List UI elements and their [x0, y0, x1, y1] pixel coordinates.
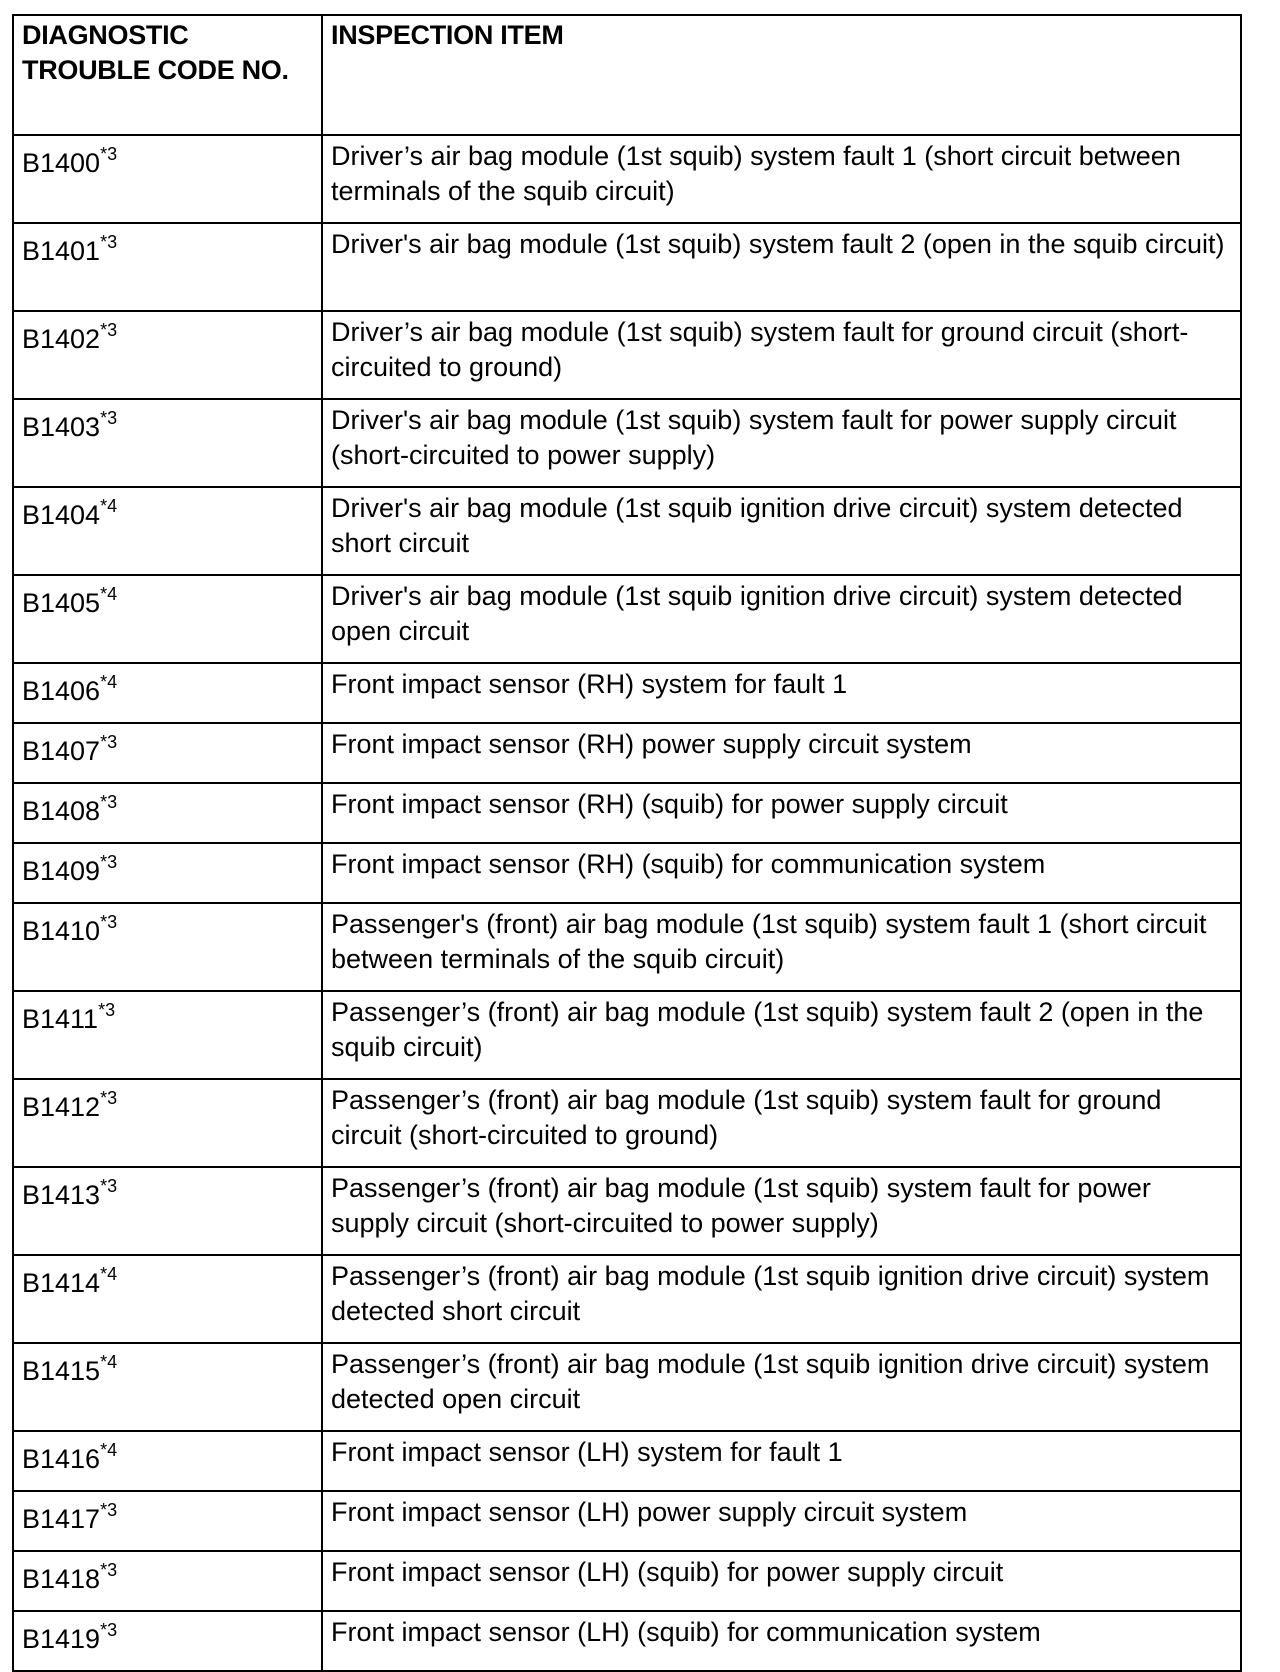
inspection-item-cell: Front impact sensor (RH) (squib) for communication system: [322, 843, 1241, 903]
header-code: DIAGNOSTIC TROUBLE CODE NO.: [13, 15, 322, 135]
dtc-code: B1403: [22, 412, 101, 442]
inspection-item-cell: Passenger’s (front) air bag module (1st squib ignition drive circuit) system detected open circuit: [322, 1343, 1241, 1431]
table-row: [13, 1079, 1241, 1167]
dtc-code: B1400: [22, 148, 101, 178]
dtc-code-cell: [13, 1167, 322, 1255]
dtc-footnote-ref: *3: [100, 1500, 118, 1520]
dtc-footnote-ref: *4: [100, 1264, 118, 1284]
dtc-code: B1413: [22, 1180, 101, 1210]
dtc-code: B1415: [22, 1356, 101, 1386]
dtc-footnote-ref: *3: [100, 792, 118, 812]
table-row: [13, 1343, 1241, 1431]
inspection-item-cell: Driver’s air bag module (1st squib) system fault for ground circuit (short-circuited to ground): [322, 311, 1241, 399]
table-row: [13, 1167, 1241, 1255]
inspection-item-cell: Front impact sensor (RH) system for fault 1: [322, 663, 1241, 723]
table-row: [13, 843, 1241, 903]
table-row: [13, 1491, 1241, 1551]
dtc-footnote-ref: *3: [98, 1000, 116, 1020]
dtc-code: B1406: [22, 676, 101, 706]
dtc-code-cell: [13, 1611, 322, 1671]
table-row: [13, 1551, 1241, 1611]
table-row: [13, 903, 1241, 991]
table-row: [13, 783, 1241, 843]
dtc-code-cell: [13, 1551, 322, 1611]
dtc-code: B1417: [22, 1504, 101, 1534]
table-row: [13, 663, 1241, 723]
dtc-code-cell: [13, 1343, 322, 1431]
dtc-code: B1410: [22, 916, 101, 946]
dtc-footnote-ref: *3: [100, 732, 118, 752]
inspection-item-cell: Driver’s air bag module (1st squib) system fault 1 (short circuit between terminals of the squib circuit): [322, 135, 1241, 223]
dtc-code-cell: [13, 575, 322, 663]
dtc-code: B1405: [22, 588, 101, 618]
dtc-table: [12, 14, 1242, 1672]
table-row: [13, 991, 1241, 1079]
inspection-item-cell: Passenger’s (front) air bag module (1st squib) system fault for ground circuit (short-circuited to ground): [322, 1079, 1241, 1167]
inspection-item-cell: Passenger’s (front) air bag module (1st squib ignition drive circuit) system detected short circuit: [322, 1255, 1241, 1343]
inspection-item-cell: Driver's air bag module (1st squib) system fault 2 (open in the squib circuit): [322, 223, 1241, 311]
table-row: [13, 575, 1241, 663]
inspection-item-cell: Passenger’s (front) air bag module (1st squib) system fault 2 (open in the squib circuit): [322, 991, 1241, 1079]
dtc-footnote-ref: *3: [100, 1176, 118, 1196]
inspection-item-cell: Passenger's (front) air bag module (1st squib) system fault 1 (short circuit between terminals of the squib circuit): [322, 903, 1241, 991]
table-row: [13, 311, 1241, 399]
dtc-footnote-ref: *3: [100, 1560, 118, 1580]
dtc-code-cell: [13, 135, 322, 223]
dtc-footnote-ref: *4: [100, 1352, 118, 1372]
dtc-code-cell: [13, 663, 322, 723]
inspection-item-cell: Driver's air bag module (1st squib ignition drive circuit) system detected open circuit: [322, 575, 1241, 663]
dtc-code-cell: [13, 843, 322, 903]
dtc-footnote-ref: *4: [100, 672, 118, 692]
dtc-code-cell: [13, 223, 322, 311]
table-header-row: [13, 15, 1241, 135]
dtc-code: B1416: [22, 1444, 101, 1474]
inspection-item-cell: Passenger’s (front) air bag module (1st squib) system fault for power supply circuit (short-circuited to power supply): [322, 1167, 1241, 1255]
dtc-code: B1411: [22, 1004, 99, 1034]
dtc-footnote-ref: *4: [100, 584, 118, 604]
dtc-code-cell: [13, 1079, 322, 1167]
dtc-code-cell: [13, 487, 322, 575]
dtc-code: B1419: [22, 1624, 101, 1654]
dtc-code: B1414: [22, 1268, 101, 1298]
dtc-code-cell: [13, 1491, 322, 1551]
inspection-item-cell: Front impact sensor (LH) (squib) for power supply circuit: [322, 1551, 1241, 1611]
dtc-footnote-ref: *3: [100, 408, 118, 428]
dtc-code: B1408: [22, 796, 101, 826]
table-row: [13, 1255, 1241, 1343]
dtc-footnote-ref: *3: [100, 852, 118, 872]
dtc-code: B1409: [22, 856, 101, 886]
dtc-code-cell: [13, 903, 322, 991]
dtc-table-sheet: [12, 14, 1240, 1672]
dtc-footnote-ref: *3: [100, 912, 118, 932]
inspection-item-cell: Driver's air bag module (1st squib) system fault for power supply circuit (short-circuited to power supply): [322, 399, 1241, 487]
inspection-item-cell: Front impact sensor (LH) system for fault 1: [322, 1431, 1241, 1491]
inspection-item-cell: Front impact sensor (LH) (squib) for communication system: [322, 1611, 1241, 1671]
inspection-item-cell: Front impact sensor (RH) power supply circuit system: [322, 723, 1241, 783]
table-body: [13, 135, 1241, 1671]
dtc-footnote-ref: *3: [100, 1620, 118, 1640]
table-row: [13, 723, 1241, 783]
dtc-code-cell: [13, 723, 322, 783]
dtc-footnote-ref: *3: [100, 320, 118, 340]
dtc-code-cell: [13, 991, 322, 1079]
dtc-footnote-ref: *3: [100, 1088, 118, 1108]
dtc-code: B1401: [22, 236, 101, 266]
dtc-code-cell: [13, 311, 322, 399]
dtc-code: B1407: [22, 736, 101, 766]
dtc-footnote-ref: *3: [100, 144, 118, 164]
inspection-item-cell: Driver's air bag module (1st squib ignition drive circuit) system detected short circuit: [322, 487, 1241, 575]
dtc-footnote-ref: *4: [100, 496, 118, 516]
dtc-code: B1402: [22, 324, 101, 354]
table-row: [13, 223, 1241, 311]
dtc-code-cell: [13, 1255, 322, 1343]
inspection-item-cell: Front impact sensor (LH) power supply circuit system: [322, 1491, 1241, 1551]
dtc-code: B1404: [22, 500, 101, 530]
table-row: [13, 487, 1241, 575]
dtc-code-cell: [13, 399, 322, 487]
dtc-code: B1412: [22, 1092, 101, 1122]
dtc-footnote-ref: *4: [100, 1440, 118, 1460]
dtc-code-cell: [13, 783, 322, 843]
inspection-item-cell: Front impact sensor (RH) (squib) for power supply circuit: [322, 783, 1241, 843]
dtc-code-cell: [13, 1431, 322, 1491]
table-row: [13, 135, 1241, 223]
dtc-code: B1418: [22, 1564, 101, 1594]
table-row: [13, 1431, 1241, 1491]
header-inspection-item: INSPECTION ITEM: [322, 15, 1241, 135]
dtc-footnote-ref: *3: [100, 232, 118, 252]
table-row: [13, 1611, 1241, 1671]
table-row: [13, 399, 1241, 487]
